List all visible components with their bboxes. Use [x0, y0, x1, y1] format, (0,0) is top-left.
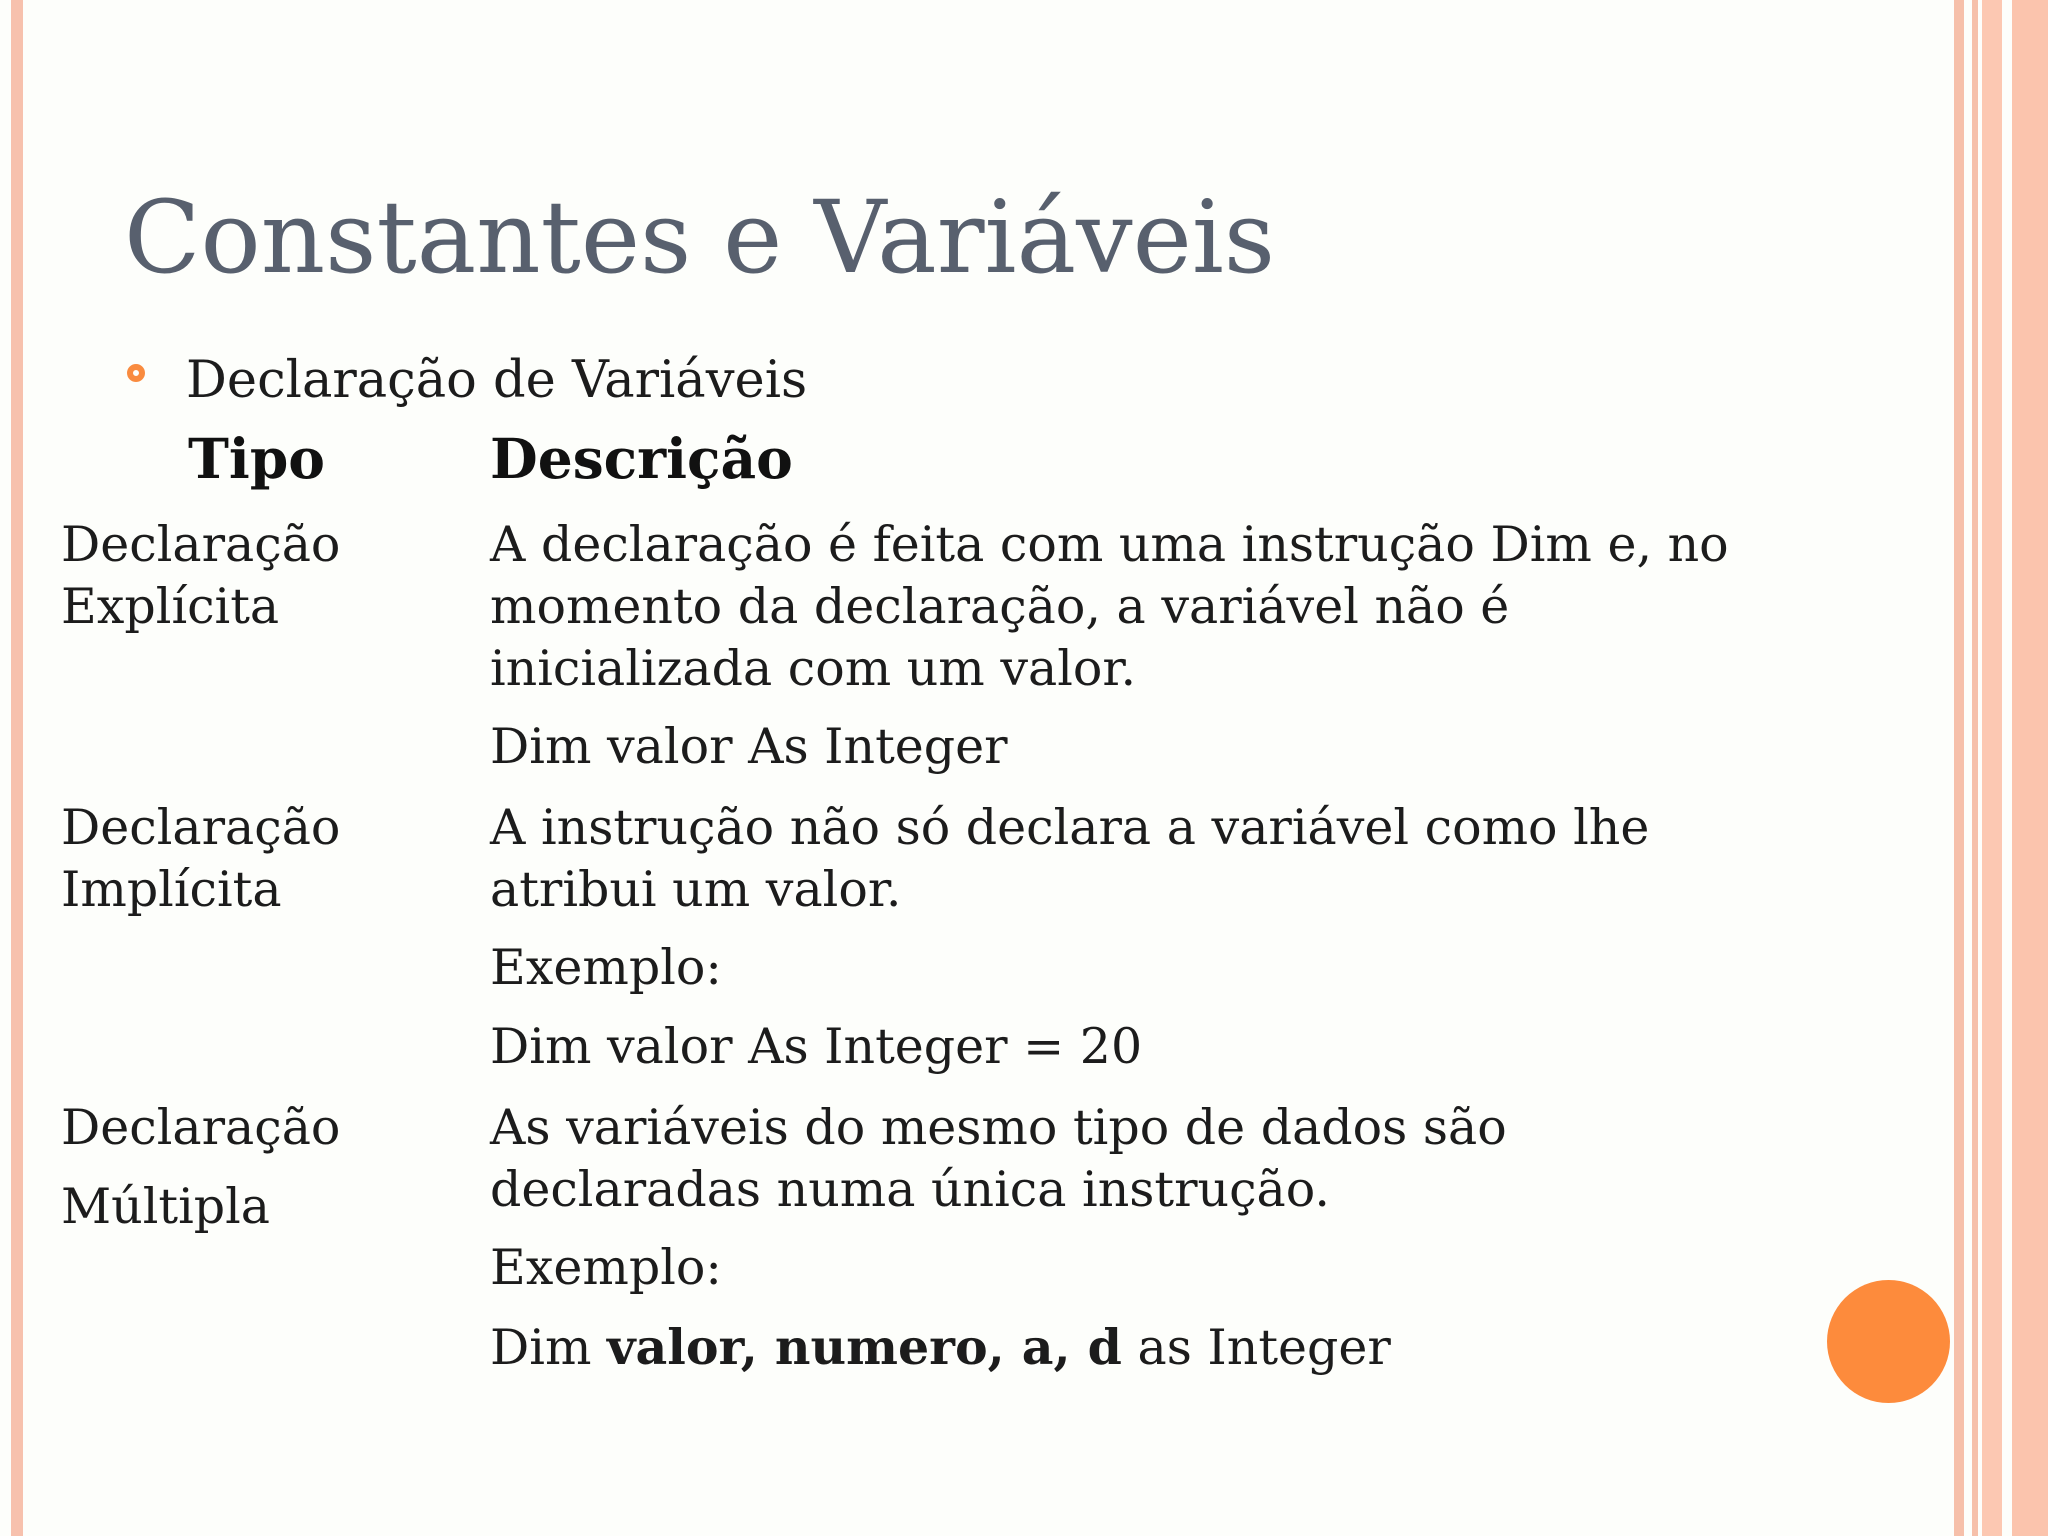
example-label: Exemplo: — [490, 939, 722, 996]
row-tipo-line: Implícita — [61, 861, 282, 918]
row-description-line: inicializada com um valor. — [490, 640, 1137, 697]
row-description-line: atribui um valor. — [490, 861, 902, 918]
slide-title: Constantes e Variáveis — [124, 179, 1276, 296]
row-tipo-line: Declaração — [61, 516, 341, 573]
bullet-circle-icon — [127, 364, 145, 382]
row-tipo-line: Explícita — [61, 578, 280, 635]
left-border-stripe — [11, 0, 23, 1536]
decorative-orange-circle — [1827, 1280, 1950, 1403]
code-example-line: Dim valor As Integer = 20 — [490, 1018, 1143, 1075]
code-variable-list: valor, numero, a, d — [607, 1318, 1122, 1376]
right-border-stripe — [1954, 0, 1964, 1536]
row-tipo-line: Declaração — [61, 1099, 341, 1156]
right-border-stripe — [1982, 0, 2002, 1536]
code-text: as Integer — [1121, 1319, 1391, 1376]
row-description-line: declaradas numa única instrução. — [490, 1161, 1330, 1218]
example-label: Exemplo: — [490, 1239, 722, 1296]
code-text: Dim — [490, 1319, 607, 1376]
row-description-line: A declaração é feita com uma instrução Dim e, no — [490, 516, 1729, 573]
column-header-tipo: Tipo — [188, 426, 325, 491]
row-description-line: momento da declaração, a variável não é — [490, 578, 1510, 635]
code-example-line: Dim valor As Integer — [490, 718, 1008, 775]
row-description-line: A instrução não só declara a variável como lhe — [490, 799, 1650, 856]
column-header-descricao: Descrição — [490, 426, 793, 491]
row-tipo-line: Declaração — [61, 799, 341, 856]
bullet-text: Declaração de Variáveis — [186, 351, 808, 410]
row-description-line: As variáveis do mesmo tipo de dados são — [490, 1099, 1507, 1156]
right-border-stripe — [1972, 0, 1978, 1536]
code-example-line — [490, 1316, 1391, 1379]
right-border-stripe — [2012, 0, 2048, 1536]
row-tipo-line: Múltipla — [61, 1178, 271, 1235]
